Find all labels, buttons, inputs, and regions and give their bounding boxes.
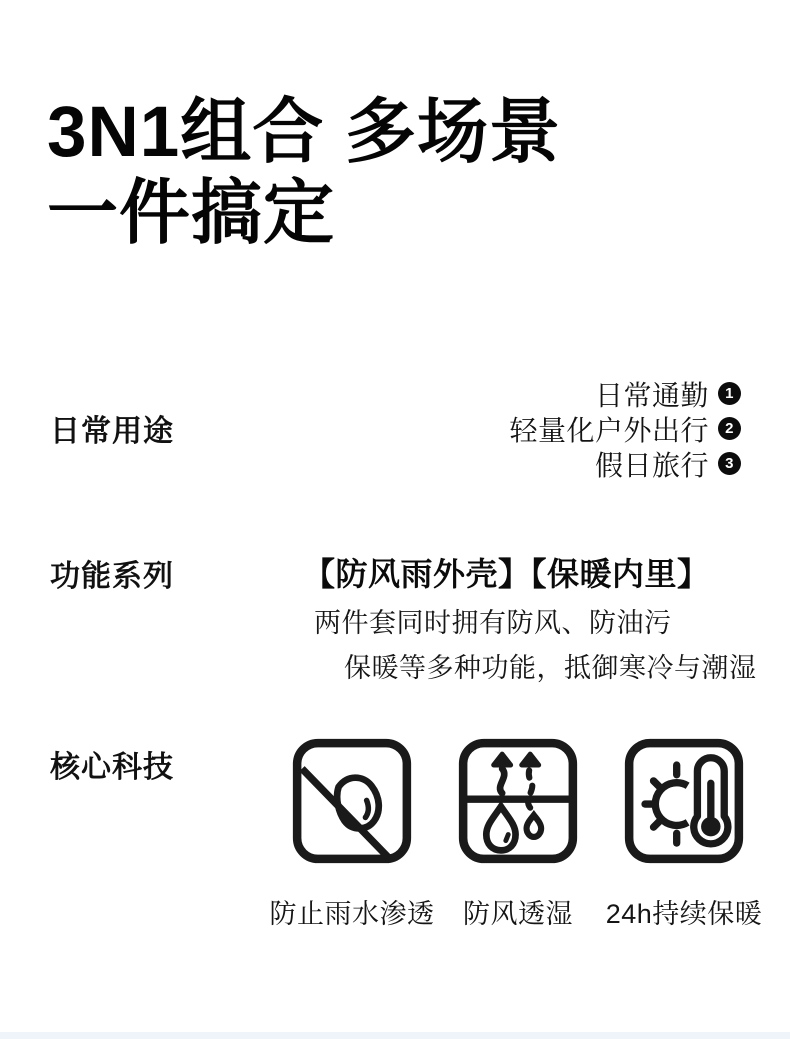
use-list-item [595,446,741,481]
daily-use-section-label: 日常用途 [50,415,174,448]
numbered-badge-3-icon: 3 [718,452,741,475]
core-tech-section-label: 核心科技 [50,751,174,784]
use-list-item [509,411,741,446]
function-series-description-line-1: 两件套同时拥有防风、防油污 [314,608,672,638]
feature-windproof-breathable [435,737,601,931]
page-title [47,92,561,254]
core-tech-feature-row [269,737,767,931]
continuous-warmth-icon [623,737,745,865]
numbered-badge-2-icon: 2 [718,417,741,440]
function-series-headline: 【防风雨外壳】【保暖内里】 [303,556,710,592]
feature-label: 防风透湿 [463,899,573,929]
use-item-text: 日常通勤 [594,379,709,411]
daily-use-list [509,376,741,481]
rain-repel-icon [291,737,413,865]
title-line-2: 一件搞定 [47,174,336,253]
use-item-text: 假日旅行 [594,449,709,481]
function-series-description-line-2: 保暖等多种功能，抵御寒冷与潮湿 [344,653,757,683]
function-series-section-label: 功能系列 [50,560,174,593]
feature-rain-repel [269,737,435,931]
feature-continuous-warmth [601,737,767,931]
feature-label: 防止雨水渗透 [269,899,435,929]
windproof-breathable-icon [457,737,579,865]
use-list-item [595,376,741,411]
title-line-1: 3N1组合 多场景 [47,93,561,172]
bottom-accent-strip [0,1032,790,1039]
use-item-text: 轻量化户外出行 [509,414,709,446]
numbered-badge-1-icon: 1 [718,382,741,405]
feature-label: 24h持续保暖 [605,899,763,929]
